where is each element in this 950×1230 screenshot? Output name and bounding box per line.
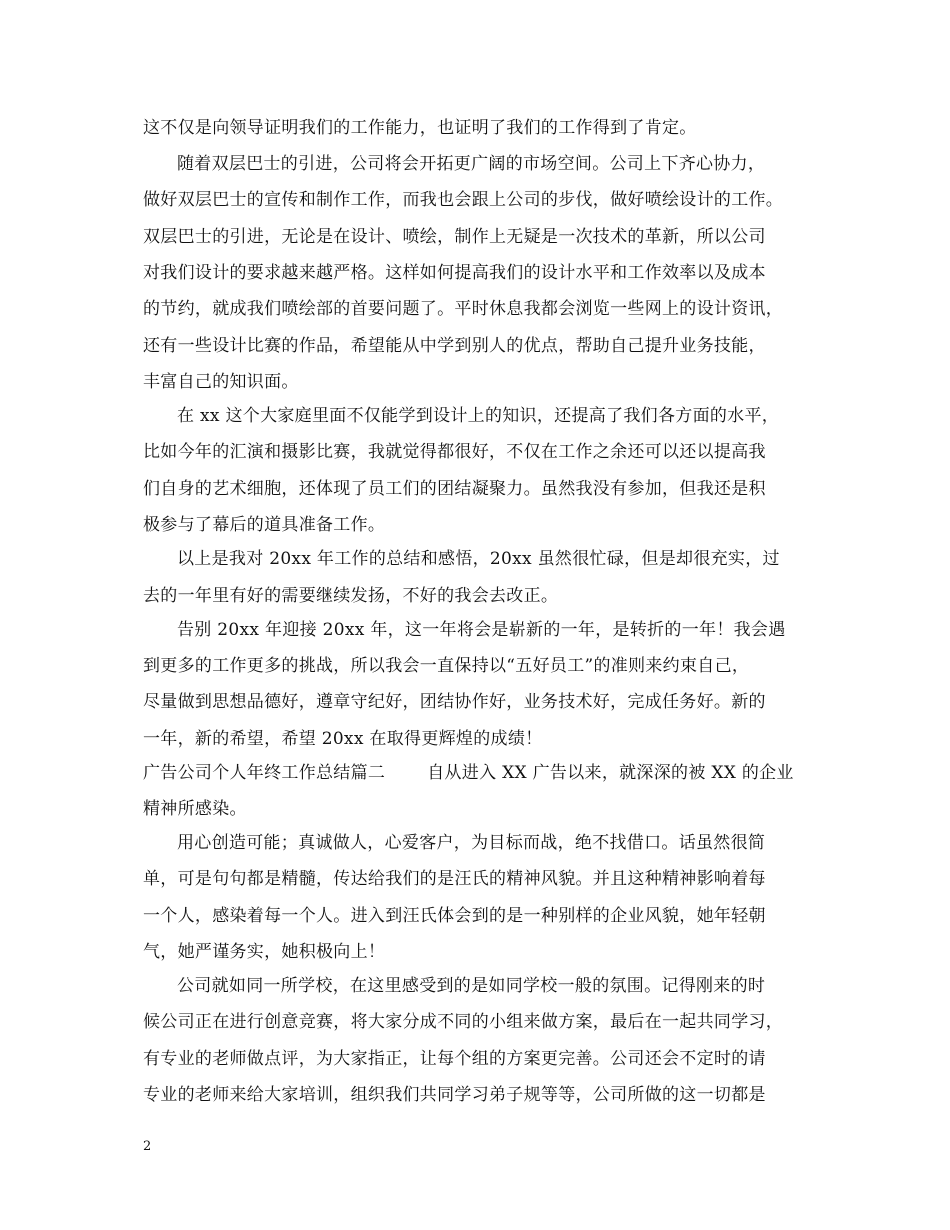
text-line: 们自身的艺术细胞，还体现了员工们的团结凝聚力。虽然我没有参加，但我还是积 (143, 479, 766, 499)
paragraph-start: 以上是我对 20xx 年工作的总结和感悟，20xx 虽然很忙碌，但是却很充实，过 (177, 549, 780, 569)
text-line: 丰富自己的知识面。 (143, 372, 299, 392)
paragraph-start: 用心创造可能；真诚做人，心爱客户，为目标而战，绝不找借口。话虽然很简 (177, 833, 766, 853)
paragraph-start: 在 xx 这个大家庭里面不仅能学到设计上的知识，还提高了我们各方面的水平， (177, 406, 780, 426)
text-line: 比如今年的汇演和摄影比赛，我就觉得都很好，不仅在工作之余还可以还以提高我 (143, 442, 766, 462)
paragraph-start: 公司就如同一所学校，在这里感受到的是如同学校一般的氛围。记得刚来的时 (177, 976, 766, 996)
text-line: 气，她严谨务实，她积极向上！ (143, 942, 386, 962)
text-line: 做好双层巴士的宣传和制作工作，而我也会跟上公司的步伐，做好喷绘设计的工作。 (143, 190, 784, 210)
text-line: 极参与了幕后的道具准备工作。 (143, 515, 386, 535)
text-line: 一个人，感染着每一个人。进入到汪氏体会到的是一种别样的企业风貌，她年轻朝 (143, 906, 766, 926)
page-number: 2 (143, 1139, 152, 1154)
text-line: 这不仅是向领导证明我们的工作能力，也证明了我们的工作得到了肯定。 (143, 118, 697, 138)
paragraph-start: 告别 20xx 年迎接 20xx 年，这一年将会是崭新的一年，是转折的一年！我会遇 (177, 620, 786, 640)
text-line: 一年，新的希望，希望 20xx 在取得更辉煌的成绩！ (143, 729, 543, 749)
text-line: 对我们设计的要求越来越严格。这样如何提高我们的设计水平和工作效率以及成本 (143, 263, 766, 283)
text-line: 尽量做到思想品德好，遵章守纪好，团结协作好，业务技术好，完成任务好。新的 (143, 692, 766, 712)
text-line: 单，可是句句都是精髓，传达给我们的是汪氏的精神风貌。并且这种精神影响着每 (143, 869, 766, 889)
paragraph-start: 随着双层巴士的引进，公司将会开拓更广阔的市场空间。公司上下齐心协力， (177, 154, 766, 174)
text-line: 精神所感染。 (143, 799, 247, 819)
text-line: 专业的老师来给大家培训，组织我们共同学习弟子规等等，公司所做的这一切都是 (143, 1085, 766, 1105)
text-line: 的节约，就成我们喷绘部的首要问题了。平时休息我都会浏览一些网上的设计资讯， (143, 299, 784, 319)
section-first-line: 自从进入 XX 广告以来，就深深的被 XX 的企业 (427, 763, 794, 783)
text-line: 有专业的老师做点评，为大家指正，让每个组的方案更完善。公司还会不定时的请 (143, 1049, 766, 1069)
text-line: 去的一年里有好的需要继续发扬，不好的我会去改正。 (143, 586, 559, 606)
text-line: 双层巴士的引进，无论是在设计、喷绘，制作上无疑是一次技术的革新，所以公司 (143, 227, 766, 247)
text-line: 还有一些设计比赛的作品，希望能从中学到别人的优点，帮助自己提升业务技能， (143, 336, 766, 356)
section-heading: 广告公司个人年终工作总结篇二 (143, 763, 386, 783)
section-heading-row (143, 763, 794, 783)
text-line: 到更多的工作更多的挑战，所以我会一直保持以“五好员工”的准则来约束自己， (143, 656, 750, 676)
text-line: 候公司正在进行创意竞赛，将大家分成不同的小组来做方案，最后在一起共同学习， (143, 1012, 784, 1032)
